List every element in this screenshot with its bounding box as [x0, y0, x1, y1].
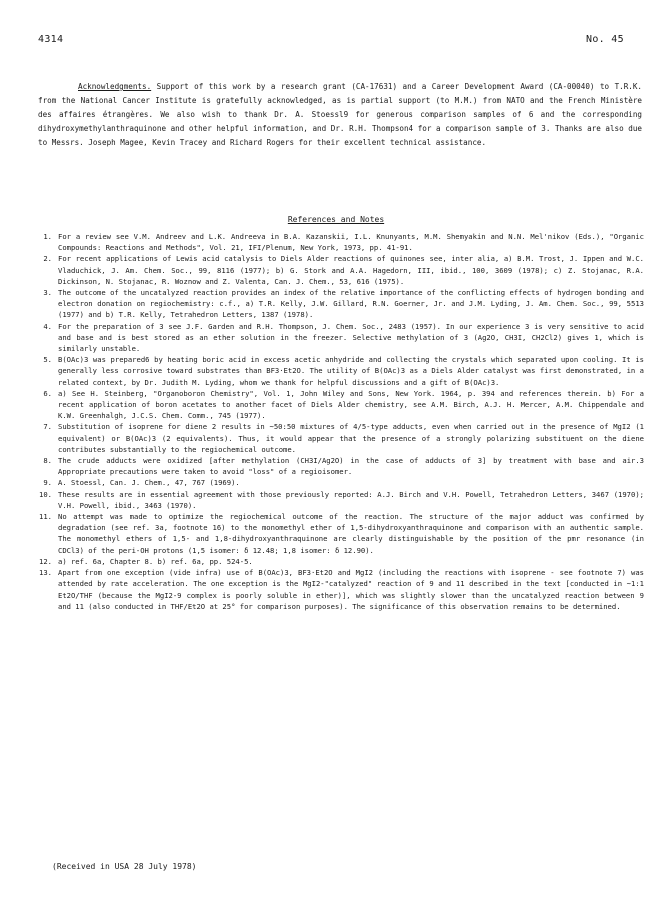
reference-text: No attempt was made to optimize the regiochemical outcome of the reaction. The structure of the major adduct was confirmed by degradation (see ref. 3a, footnote 16) to the monomethyl ether of 1,5-dihydroxyanthraquinone and comparison with an authentic sample. The monomethyl ethers of 1,5- and 1,8-dihydroxyanthraquinone are clearly distinguishable by the position of the pmr resonance (in CDCl3) of the peri-OH protons (1,5 isomer: δ 12.48; 1,8 isomer: δ 12.90).: [58, 512, 644, 555]
reference-number: 6.: [43, 388, 52, 398]
acknowledgments-heading: Acknowledgments.: [78, 82, 152, 91]
reference-item: [38, 511, 644, 556]
reference-number: 3.: [43, 288, 52, 298]
reference-number: 7.: [43, 422, 52, 432]
reference-number: 11.: [39, 512, 52, 522]
reference-item: [38, 455, 644, 477]
reference-item: [38, 421, 644, 455]
reference-item: [38, 489, 644, 511]
reference-text: Apart from one exception (vide infra) use of B(OAc)3, BF3·Et2O and MgI2 (including the reactions with isoprene - see footnote 7) was attended by rate acceleration. The one exception is the MgI2-"catalyzed" reaction of 9 and 11 described in the text [conducted in ~1:1 Et2O/THF (because the MgI2-9 complex is poorly soluble in ether)], which was slightly slower than the uncatalyzed reaction between 9 and 11 (also conducted in THF/Et2O at 25° for comparison purposes). The significance of this observation remains to be determined.: [58, 568, 644, 611]
reference-number: 5.: [43, 355, 52, 365]
page-number: 4314: [38, 34, 64, 45]
reference-text: B(OAc)3 was prepared6 by heating boric acid in excess acetic anhydride and collecting the crystals which separated upon cooling. It is generally less corrosive toward substrates than BF3·Et2O. The utility of B(OAc)3 as a Diels Alder catalyst was first demonstrated, in a related context, by Dr. Judith M. Lyding, whom we thank for helpful discussions and a gift of B(OAc)3.: [58, 355, 644, 387]
reference-number: 4.: [43, 321, 52, 331]
reference-item: [38, 253, 644, 287]
reference-number: 2.: [43, 254, 52, 264]
reference-text: For the preparation of 3 see J.F. Garden and R.H. Thompson, J. Chem. Soc., 2483 (1957). In our experience 3 is very sensitive to acid and base and is best stored as an ether solution in the freezer. Selective methylation of 3 (Ag2O, CH3I, CH2Cl2) gives 1, which is similarly unstable.: [58, 321, 644, 354]
reference-item: [38, 477, 644, 488]
issue-number: No. 45: [586, 34, 624, 45]
reference-text: A. Stoessl, Can. J. Chem., 47, 767 (1969).: [58, 478, 240, 488]
reference-text: These results are in essential agreement with those previously reported: A.J. Birch and V.H. Powell, Tetrahedron Letters, 3467 (1970); V.H. Powell, ibid., 3463 (1970).: [58, 489, 644, 510]
reference-number: 13.: [39, 568, 52, 578]
reference-text: a) See H. Steinberg, "Organoboron Chemistry", Vol. 1, John Wiley and Sons, New York. 1964, p. 394 and references therein. b) For a recent application of boron acetates to another facet of Diels Alder chemistry, see A.M. Birch, A.J. H. Mercer, A.M. Chippendale and K.W. Greenhalgh, J.C.S. Chem. Comm., 745 (1977).: [58, 388, 644, 421]
reference-item: [38, 556, 644, 567]
reference-item: [38, 287, 644, 321]
reference-item: [38, 567, 644, 612]
acknowledgments-paragraph: [38, 80, 642, 150]
acknowledgments-section: [38, 80, 642, 150]
reference-text: For recent applications of Lewis acid catalysis to Diels Alder reactions of quinones see, inter alia, a) B.M. Trost, J. Ippen and W.C. Vladuchick, J. Am. Chem. Soc., 99, 8116 (1977); b) G. Stork and A.A. Hagedorn, III, ibid., 100, 3609 (1978); c) Z. Stojanac, R.A. Dickinson, N. Stojanac, R. Woznow and Z. Valenta, Can. J. Chem., 53, 616 (1975).: [58, 254, 644, 286]
reference-text: The crude adducts were oxidized [after methylation (CH3I/Ag2O) in the case of adducts of 3] by treatment with base and air.3 Appropriate precautions were taken to avoid "loss" of a regioisomer.: [58, 456, 644, 477]
reference-item: [38, 354, 644, 388]
references-list: [38, 231, 644, 612]
reference-item: [38, 388, 644, 422]
reference-number: 10.: [39, 489, 52, 499]
reference-item: [38, 321, 644, 355]
reference-number: 8.: [43, 456, 52, 466]
reference-text: The outcome of the uncatalyzed reaction provides an index of the relative importance of the conflicting effects of hydrogen bonding and electron donation on regiochemistry: c.f., a) T.R. Kelly, J.W. Gillard, R.N. Goerner, Jr. and J.M. Lyding, J. Am. Chem. Soc., 99, 5513 (1977) and b) T.R. Kelly, Tetrahedron Letters, 1387 (1978).: [58, 288, 644, 320]
reference-number: 12.: [39, 556, 52, 566]
reference-number: 1.: [43, 232, 52, 241]
reference-text: For a review see V.M. Andreev and L.K. Andreeva in B.A. Kazanskii, I.L. Knunyants, M.M. Shemyakin and N.N. Mel'nikov (Eds.), "Organic Compounds: Reactions and Methods", Vol. 21, IFI/Plenum, New York, 1973, pp. 41-91.: [58, 232, 644, 253]
acknowledgments-text: Support of this work by a research grant (CA-17631) and a Career Development Award (CA-00040) to T.R.K. from the National Cancer Institute is gratefully acknowledged, as is partial support (to M.M.) from NATO and the French Ministère des affaires étrangères. We also wish to thank Dr. A. Stoessl9 for generous comparison samples of 6 and the corresponding dihydroxymethylanthraquinone and other helpful information, and Dr. R.H. Thompson4 for a comparison sample of 3. Thanks are also due to Messrs. Joseph Magee, Kevin Tracey and Richard Rogers for their excellent technical assistance.: [38, 82, 642, 147]
received-date: (Received in USA 28 July 1978): [52, 862, 197, 871]
reference-number: 9.: [43, 478, 52, 488]
reference-item: [38, 231, 644, 253]
reference-text: Substitution of isoprene for diene 2 results in ~50:50 mixtures of 4/5-type adducts, even when carried out in the presence of MgI2 (1 equivalent) or B(OAc)3 (2 equivalents). Thus, it would appear that the presence of a strongly polarizing substituent on the diene contributes substantially to the regiochemical outcome.: [58, 422, 644, 454]
references-title: References and Notes: [287, 215, 385, 224]
reference-text: a) ref. 6a, Chapter 8. b) ref. 6a, pp. 524-5.: [58, 556, 253, 566]
